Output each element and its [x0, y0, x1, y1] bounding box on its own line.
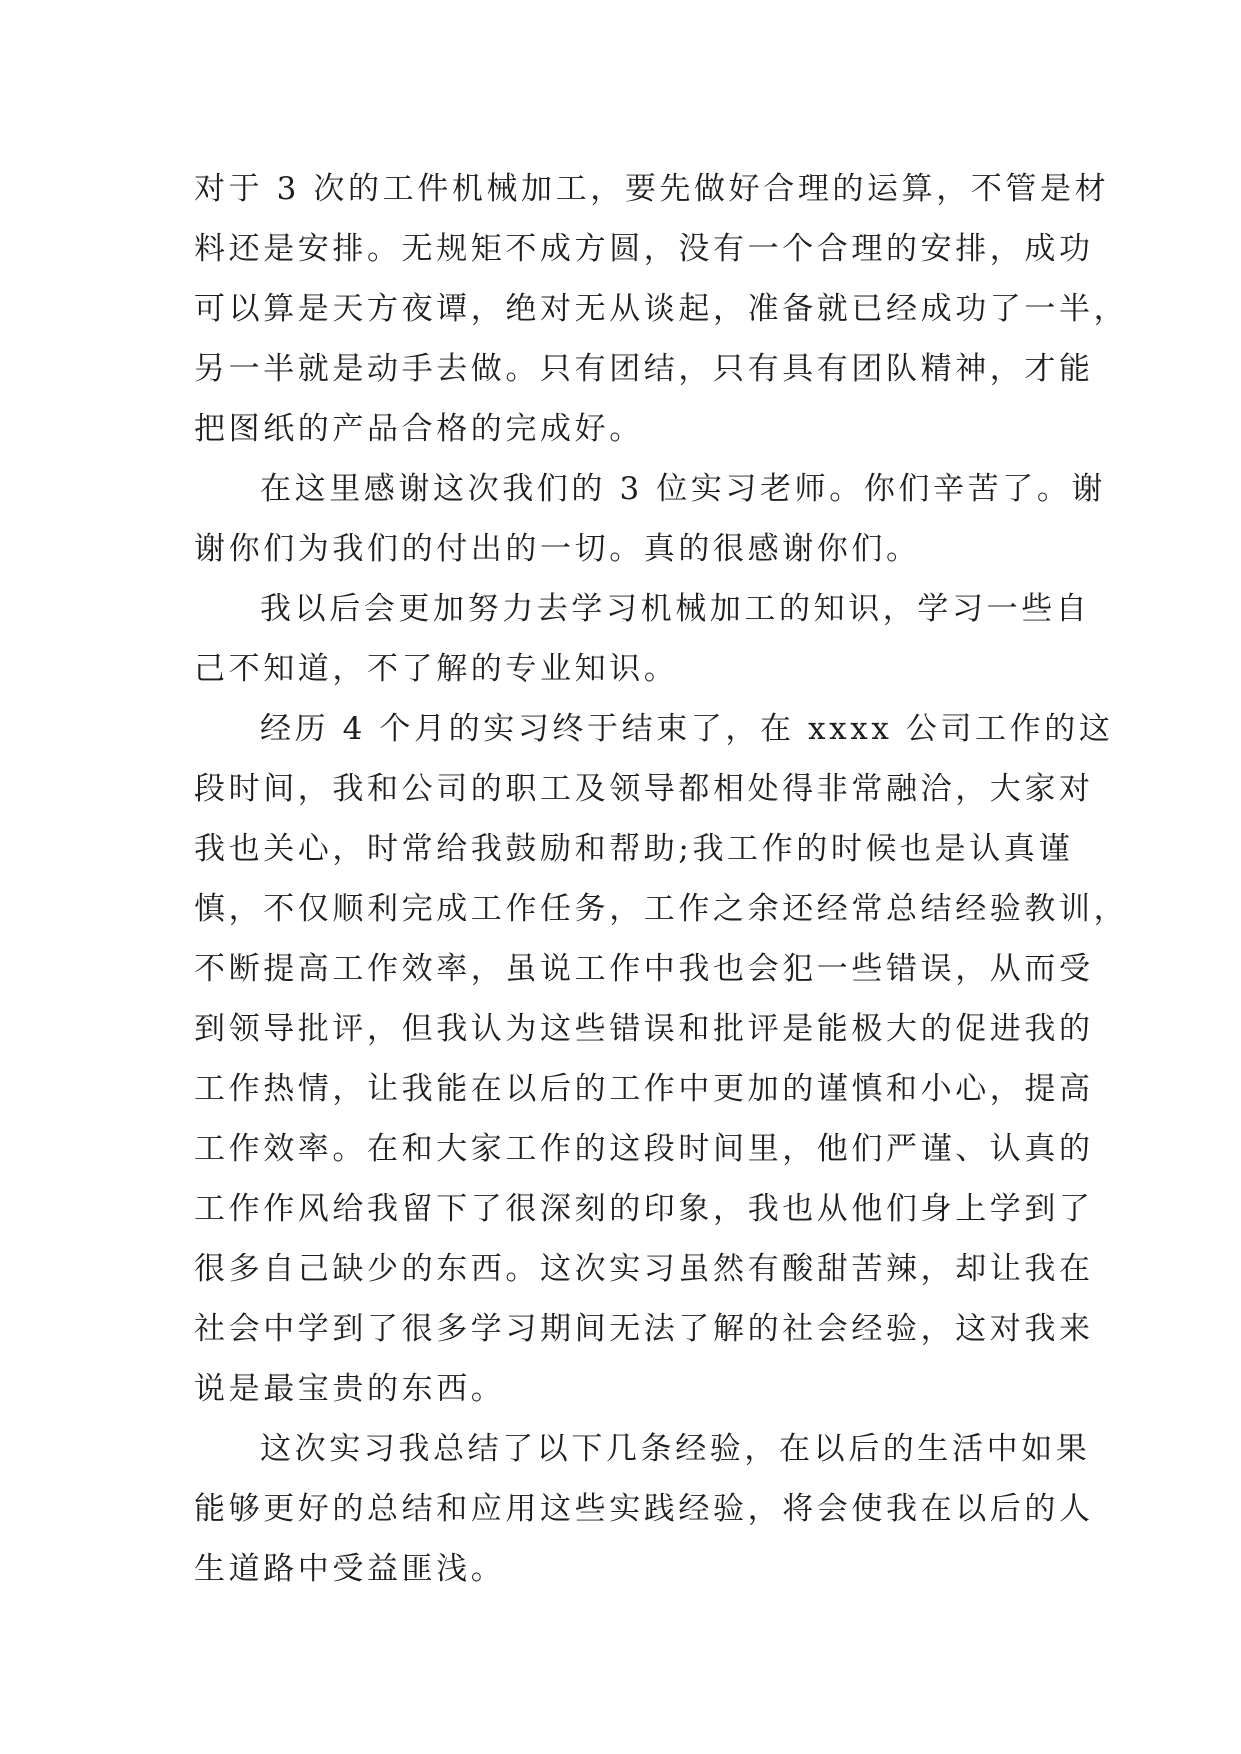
text-line: 我也关心，时常给我鼓励和帮助;我工作的时候也是认真谨 — [194, 831, 1074, 867]
paragraph — [194, 459, 1107, 579]
text-line: 另一半就是动手去做。只有团结，只有具有团队精神，才能 — [194, 351, 1094, 387]
paragraph — [194, 159, 1129, 459]
text-line: 工作效率。在和大家工作的这段时间里，他们严谨、认真的 — [194, 1131, 1094, 1167]
text-line: 不断提高工作效率，虽说工作中我也会犯一些错误，从而受 — [194, 951, 1094, 987]
paragraph — [194, 1419, 1094, 1599]
text-line: 己不知道，不了解的专业知识。 — [194, 651, 679, 687]
text-line: 社会中学到了很多学习期间无法了解的社会经验，这对我来 — [194, 1311, 1094, 1347]
paragraph — [194, 579, 1091, 699]
text-line: 工作作风给我留下了很深刻的印象，我也从他们身上学到了 — [194, 1191, 1094, 1227]
text-line: 很多自己缺少的东西。这次实习虽然有酸甜苦辣，却让我在 — [194, 1251, 1094, 1287]
text-line: 段时间，我和公司的职工及领导都相处得非常融洽，大家对 — [194, 771, 1094, 807]
text-line: 把图纸的产品合格的完成好。 — [194, 411, 644, 447]
text-line: 我以后会更加努力去学习机械加工的知识，学习一些自 — [260, 591, 1091, 627]
text-line: 对于 3 次的工件机械加工，要先做好合理的运算，不管是材 — [194, 171, 1110, 207]
text-line: 工作热情，让我能在以后的工作中更加的谨慎和小心，提高 — [194, 1071, 1094, 1107]
text-line: 料还是安排。无规矩不成方圆，没有一个合理的安排，成功 — [194, 231, 1094, 267]
text-line: 慎，不仅顺利完成工作任务，工作之余还经常总结经验教训， — [194, 891, 1129, 927]
document-body — [194, 159, 1129, 1599]
text-line: 可以算是天方夜谭，绝对无从谈起，准备就已经成功了一半， — [194, 291, 1129, 327]
text-line: 说是最宝贵的东西。 — [194, 1371, 506, 1407]
text-line: 谢你们为我们的付出的一切。真的很感谢你们。 — [194, 531, 921, 567]
text-line: 能够更好的总结和应用这些实践经验，将会使我在以后的人 — [194, 1491, 1094, 1527]
text-line: 这次实习我总结了以下几条经验，在以后的生活中如果 — [260, 1431, 1091, 1467]
text-line: 生道路中受益匪浅。 — [194, 1551, 506, 1587]
text-line: 在这里感谢这次我们的 3 位实习老师。你们辛苦了。谢 — [260, 471, 1107, 507]
text-line: 到领导批评，但我认为这些错误和批评是能极大的促进我的 — [194, 1011, 1094, 1047]
text-line: 经历 4 个月的实习终于结束了，在 xxxx 公司工作的这 — [260, 711, 1114, 747]
paragraph — [194, 699, 1129, 1419]
